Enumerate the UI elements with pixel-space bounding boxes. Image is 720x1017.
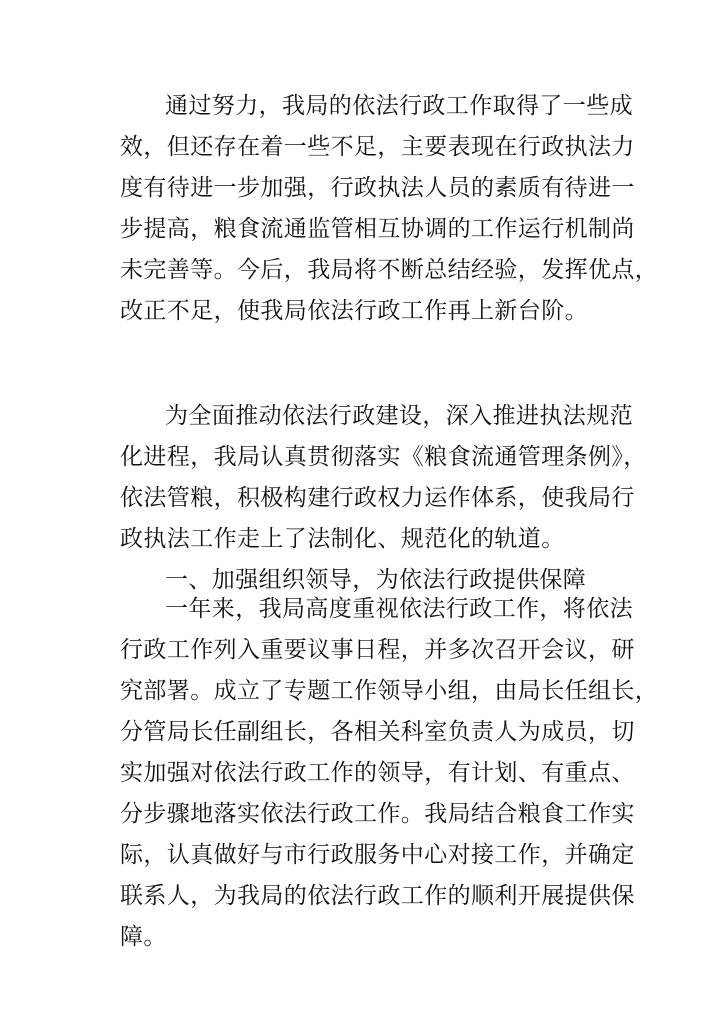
text-line: 未完善等。今后，我局将不断总结经验，发挥优点， (120, 257, 659, 283)
text-line: 究部署。成立了专题工作领导小组，由局长任组长， (120, 678, 659, 704)
text-line: 一年来，我局高度重视依法行政工作，将依法 (165, 596, 633, 622)
text-line: 通过努力，我局的依法行政工作取得了一些成 (165, 93, 633, 119)
text-line: 行政工作列入重要议事日程，并多次召开会议，研 (120, 637, 635, 663)
text-line: 分管局长任副组长，各相关科室负责人为成员，切 (120, 719, 635, 745)
text-line: 为全面推动依法行政建设，深入推进执法规范 (165, 403, 633, 429)
text-line: 改正不足，使我局依法行政工作再上新台阶。 (120, 298, 588, 324)
text-line: 政执法工作走上了法制化、规范化的轨道。 (120, 526, 565, 552)
section-heading-text: 一、加强组织领导，为依法行政提供保障 (165, 567, 587, 593)
text-line: 分步骤地落实依法行政工作。我局结合粮食工作实 (120, 801, 635, 827)
text-line: 依法管粮，积极构建行政权力运作体系，使我局行 (120, 485, 635, 511)
text-line: 效，但还存在着一些不足，主要表现在行政执法力 (120, 134, 635, 160)
text-line: 联系人，为我局的依法行政工作的顺利开展提供保 (120, 883, 635, 909)
text-line: 化进程，我局认真贯彻落实《粮食流通管理条例》， (120, 444, 647, 470)
text-line: 障。 (120, 924, 167, 950)
text-line: 步提高，粮食流通监管相互协调的工作运行机制尚 (120, 216, 635, 242)
text-line: 实加强对依法行政工作的领导，有计划、有重点、 (120, 760, 635, 786)
text-line: 际，认真做好与市行政服务中心对接工作，并确定 (120, 842, 635, 868)
text-line: 度有待进一步加强，行政执法人员的素质有待进一 (120, 175, 635, 201)
